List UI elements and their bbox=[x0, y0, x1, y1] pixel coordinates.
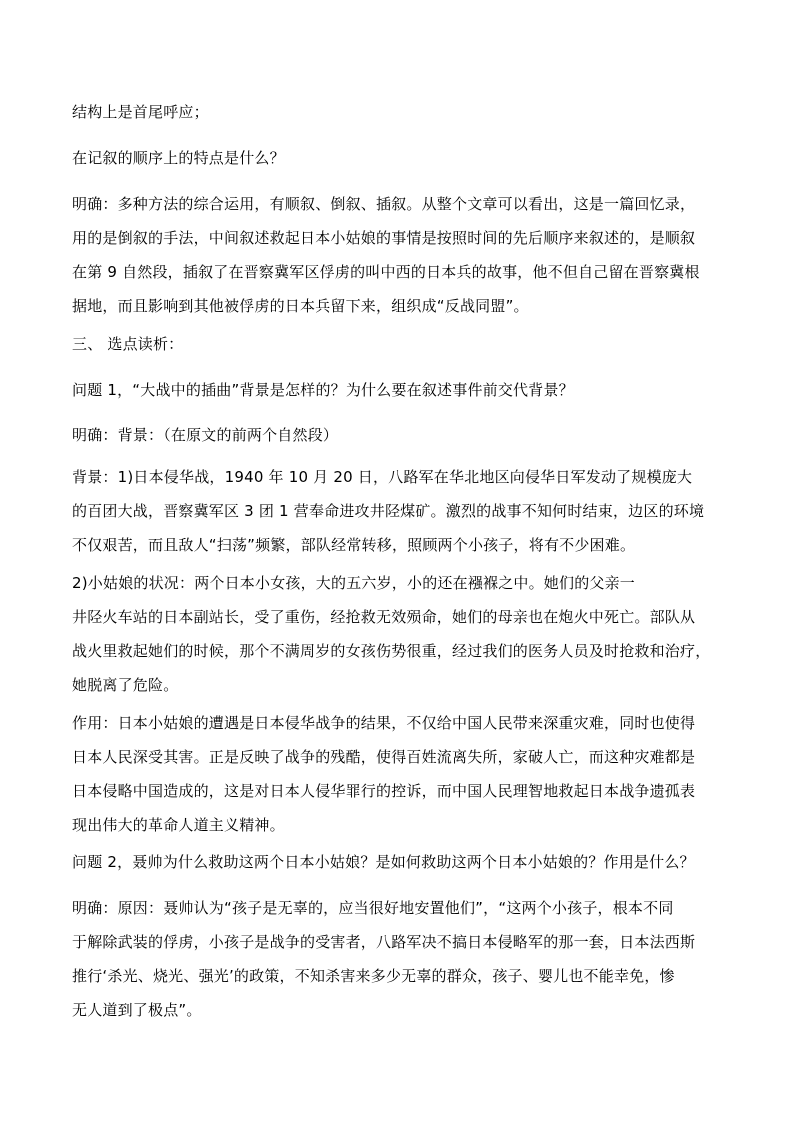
text-line: 战火里救起她们的时候，那个不满周岁的女孩伤势很重，经过我们的医务人员及时抢救和治疗， bbox=[72, 642, 711, 660]
text-line: 推行‘杀光、烧光、强光’的政策，不知杀害来多少无辜的群众，孩子、婴儿也不能幸免，惨 bbox=[72, 967, 675, 985]
text-line: 用的是倒叙的手法，中间叙述救起日本小姑娘的事情是按照时间的先后顺序来叙述的，是顺叙 bbox=[72, 229, 696, 247]
paragraph-structure bbox=[72, 95, 728, 129]
text-line: 据地，而且影响到其他被俘虏的日本兵留下来，组织成“反战同盟”。 bbox=[72, 297, 529, 315]
answer-2-paragraph bbox=[72, 891, 728, 1027]
section-heading bbox=[72, 327, 728, 361]
paragraph-question-order bbox=[72, 141, 728, 175]
text-line: 现出伟大的革命人道主义精神。 bbox=[72, 816, 285, 834]
text-line: 2)小姑娘的状况：两个日本小女孩，大的五六岁，小的还在襁褓之中。她们的父亲一 bbox=[72, 574, 635, 592]
text-line: 不仅艰苦，而且敌人“扫荡”频繁，部队经常转移，照顾两个小孩子，将有不少困难。 bbox=[72, 536, 636, 554]
text-line: 三、 选点读析： bbox=[72, 335, 184, 353]
text-line: 结构上是首尾呼应； bbox=[72, 103, 209, 121]
text-line: 背景：1)日本侵华战，1940 年 10 月 20 日，八路军在华北地区向侵华日军发动了规模庞大 bbox=[72, 468, 693, 486]
question-2 bbox=[72, 845, 728, 879]
text-line: 日本侵略中国造成的，这是对日本人侵华罪行的控诉，而中国人民理智地救起日本战争遗孤表 bbox=[72, 782, 696, 800]
text-line: 在第 9 自然段，插叙了在晋察冀军区俘虏的叫中西的日本兵的故事，他不但自己留在晋察冀根 bbox=[72, 263, 700, 281]
text-line: 的百团大战，晋察冀军区 3 团 1 营奉命进攻井陉煤矿。激烈的战事不知何时结束，边区的环境 bbox=[72, 502, 705, 520]
question-1 bbox=[72, 373, 728, 407]
text-line: 问题 1，“大战中的插曲”背景是怎样的？为什么要在叙述事件前交代背景？ bbox=[72, 381, 574, 399]
text-line: 日本人民深受其害。正是反映了战争的残酷，使得百姓流离失所，家破人亡，而这种灾难都是 bbox=[72, 748, 696, 766]
text-line: 她脱离了危险。 bbox=[72, 676, 179, 694]
girls-situation-paragraph bbox=[72, 566, 728, 702]
text-line: 于解除武装的俘虏，小孩子是战争的受害者，八路军决不搞日本侵略军的那一套，日本法西斯 bbox=[72, 933, 696, 951]
text-line: 明确：多种方法的综合运用，有顺叙、倒叙、插叙。从整个文章可以看出，这是一篇回忆录， bbox=[72, 195, 696, 213]
text-line: 问题 2，聂帅为什么救助这两个日本小姑娘？是如何救助这两个日本小姑娘的？作用是什么？ bbox=[72, 853, 695, 871]
text-line: 在记叙的顺序上的特点是什么？ bbox=[72, 149, 285, 167]
paragraph-answer-order bbox=[72, 187, 728, 323]
background-paragraph bbox=[72, 460, 728, 562]
answer-1-intro bbox=[72, 418, 728, 452]
text-line: 明确：背景：（在原文的前两个自然段） bbox=[72, 426, 339, 444]
text-line: 井陉火车站的日本副站长，受了重伤，经抢救无效殒命，她们的母亲也在炮火中死亡。部队从 bbox=[72, 608, 696, 626]
text-line: 作用：日本小姑娘的遭遇是日本侵华战争的结果，不仅给中国人民带来深重灾难，同时也使得 bbox=[72, 714, 696, 732]
function-paragraph bbox=[72, 706, 728, 842]
text-line: 明确：原因：聂帅认为“孩子是无辜的，应当很好地安置他们”，“这两个小孩子，根本不同 bbox=[72, 899, 674, 917]
text-line: 无人道到了极点”。 bbox=[72, 1001, 202, 1019]
